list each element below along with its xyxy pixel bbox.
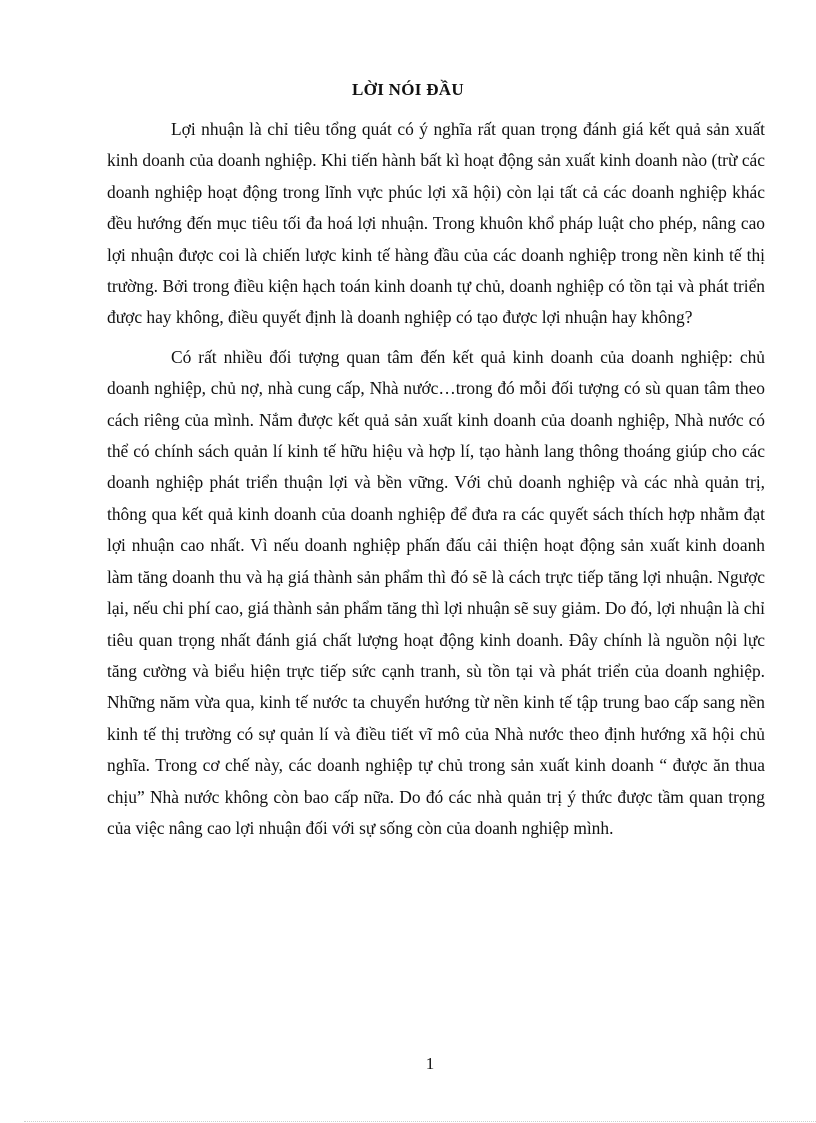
page-number: 1: [425, 1054, 435, 1073]
page-title: LỜI NÓI ĐẦU: [352, 80, 464, 99]
document-body: [107, 114, 765, 852]
paragraph-1: Lợi nhuận là chỉ tiêu tổng quát có ý nghĩa rất quan trọng đánh giá kết quả sản xuất kinh doanh của doanh nghiệp. Khi tiến hành bất kì hoạt động sản xuất kinh doanh nào (trừ các doanh nghiệp hoạt động trong lĩnh vực phúc lợi xã hội) còn lại tất cả các doanh nghiệp khác đều hướng đến mục tiêu tối đa hoá lợi nhuận. Trong khuôn khổ pháp luật cho phép, nâng cao lợi nhuận được coi là chiến lược kinh tế hàng đầu của các doanh nghiệp trong nền kinh tế thị trường. Bởi trong điều kiện hạch toán kinh doanh tự chủ, doanh nghiệp có tồn tại và phát triển được hay không, điều quyết định là doanh nghiệp có tạo được lợi nhuận hay không?: [107, 119, 765, 328]
page-divider: [24, 1121, 816, 1122]
paragraph-2: Có rất nhiều đối tượng quan tâm đến kết quả kinh doanh của doanh nghiệp: chủ doanh nghiệp, chủ nợ, nhà cung cấp, Nhà nước…trong đó mỗi đối tượng có sù quan tâm theo cách riêng của mình. Nắm được kết quả sản xuất kinh doanh của doanh nghiệp, Nhà nước có thể có chính sách quản lí kinh tế hữu hiệu và hợp lí, tạo hành lang thông thoáng giúp cho các doanh nghiệp phát triển thuận lợi và bền vững. Với chủ doanh nghiệp và các nhà quản trị, thông qua kết quả kinh doanh của doanh nghiệp để đưa ra các quyết sách thích hợp nhằm đạt lợi nhuận cao nhất. Vì nếu doanh nghiệp phấn đấu cải thiện hoạt động sản xuất kinh doanh làm tăng doanh thu và hạ giá thành sản phẩm thì đó sẽ là cách trực tiếp tăng lợi nhuận. Ngược lại, nếu chi phí cao, giá thành sản phẩm tăng thì lợi nhuận sẽ suy giảm. Do đó, lợi nhuận là chỉ tiêu quan trọng nhất đánh giá chất lượng hoạt động kinh doanh. Đây chính là nguồn nội lực tăng cường và biểu hiện trực tiếp sức cạnh tranh, sù tồn tại và phát triển của doanh nghiệp. Những năm vừa qua, kinh tế nước ta chuyển hướng từ nền kinh tế tập trung bao cấp sang nền kinh tế thị trường có sự quản lí và điều tiết vĩ mô của Nhà nước theo định hướng xã hội chủ nghĩa. Trong cơ chế này, các doanh nghiệp tự chủ trong sản xuất kinh doanh “ được ăn thua chịu” Nhà nước không còn bao cấp nữa. Do đó các nhà quản trị ý thức được tầm quan trọng của việc nâng cao lợi nhuận đối với sự sống còn của doanh nghiệp mình.: [107, 346, 765, 838]
